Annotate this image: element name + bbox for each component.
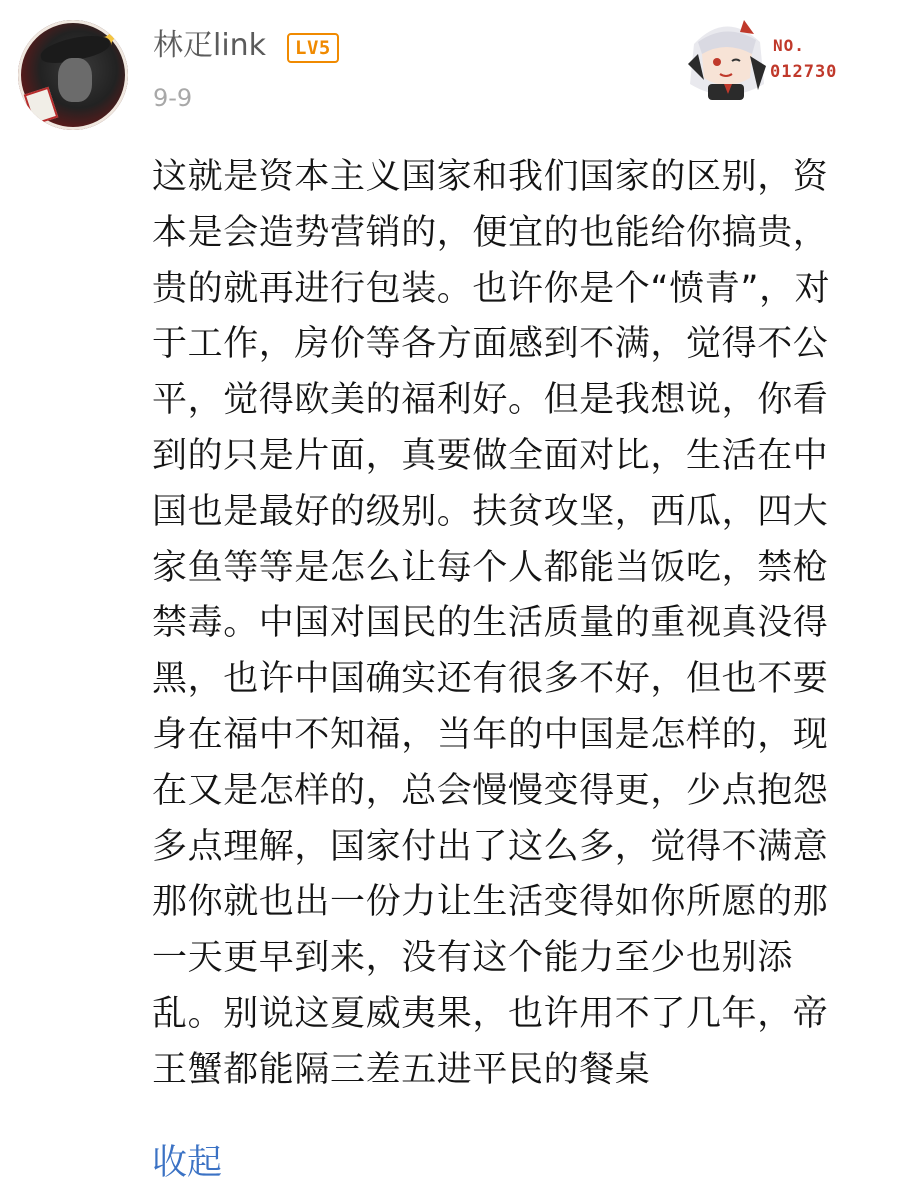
post-line: 乱。别说这夏威夷果，也许用不了几年，帝 bbox=[152, 993, 829, 1034]
post-line: 到的只是片面，真要做全面对比，生活在中 bbox=[152, 435, 829, 476]
post-line: 国也是最好的级别。扶贫攻坚，西瓜，四大 bbox=[152, 491, 829, 532]
post-content bbox=[152, 150, 892, 1099]
post-line: 一天更早到来，没有这个能力至少也别添 bbox=[152, 938, 793, 979]
post-line: 那你就也出一份力让生活变得如你所愿的那 bbox=[152, 882, 829, 923]
post-line: 在又是怎样的，总会慢慢变得更，少点抱怨 bbox=[152, 770, 829, 811]
post-line: 王蟹都能隔三差五进平民的餐桌 bbox=[152, 1049, 651, 1090]
post-line: 多点理解，国家付出了这么多，觉得不满意 bbox=[152, 826, 829, 867]
post-line: 本是会造势营销的，便宜的也能给你搞贵， bbox=[152, 212, 829, 253]
post-line: 家鱼等等是怎么让每个人都能当饭吃，禁枪 bbox=[152, 547, 829, 588]
user-avatar[interactable] bbox=[18, 20, 128, 130]
avatar-figure-shape bbox=[58, 58, 92, 102]
post-line: 于工作，房价等各方面感到不满，觉得不公 bbox=[152, 324, 829, 365]
post-date: 9-9 bbox=[153, 84, 193, 112]
post-line: 黑，也许中国确实还有很多不好，但也不要 bbox=[152, 659, 829, 700]
anime-character-icon bbox=[680, 14, 772, 102]
post-line: 禁毒。中国对国民的生活质量的重视真没得 bbox=[152, 603, 829, 644]
post-line: 身在福中不知福，当年的中国是怎样的，现 bbox=[152, 714, 829, 755]
avatar-card-shape bbox=[24, 87, 59, 125]
post-line: 平，觉得欧美的福利好。但是我想说，你看 bbox=[152, 380, 829, 421]
post-line: 贵的就再进行包装。也许你是个“愤青”，对 bbox=[152, 268, 831, 309]
level-badge: LV5 bbox=[287, 33, 339, 63]
fan-badge-label: NO. bbox=[773, 36, 805, 55]
fan-badge-number: 012730 bbox=[770, 62, 838, 82]
collapse-link[interactable]: 收起 bbox=[152, 1143, 223, 1183]
username[interactable]: 林疋link bbox=[153, 28, 267, 63]
fan-number-badge bbox=[680, 14, 860, 102]
star-icon: ✦ bbox=[102, 26, 121, 51]
post-line: 这就是资本主义国家和我们国家的区别，资 bbox=[152, 157, 829, 197]
